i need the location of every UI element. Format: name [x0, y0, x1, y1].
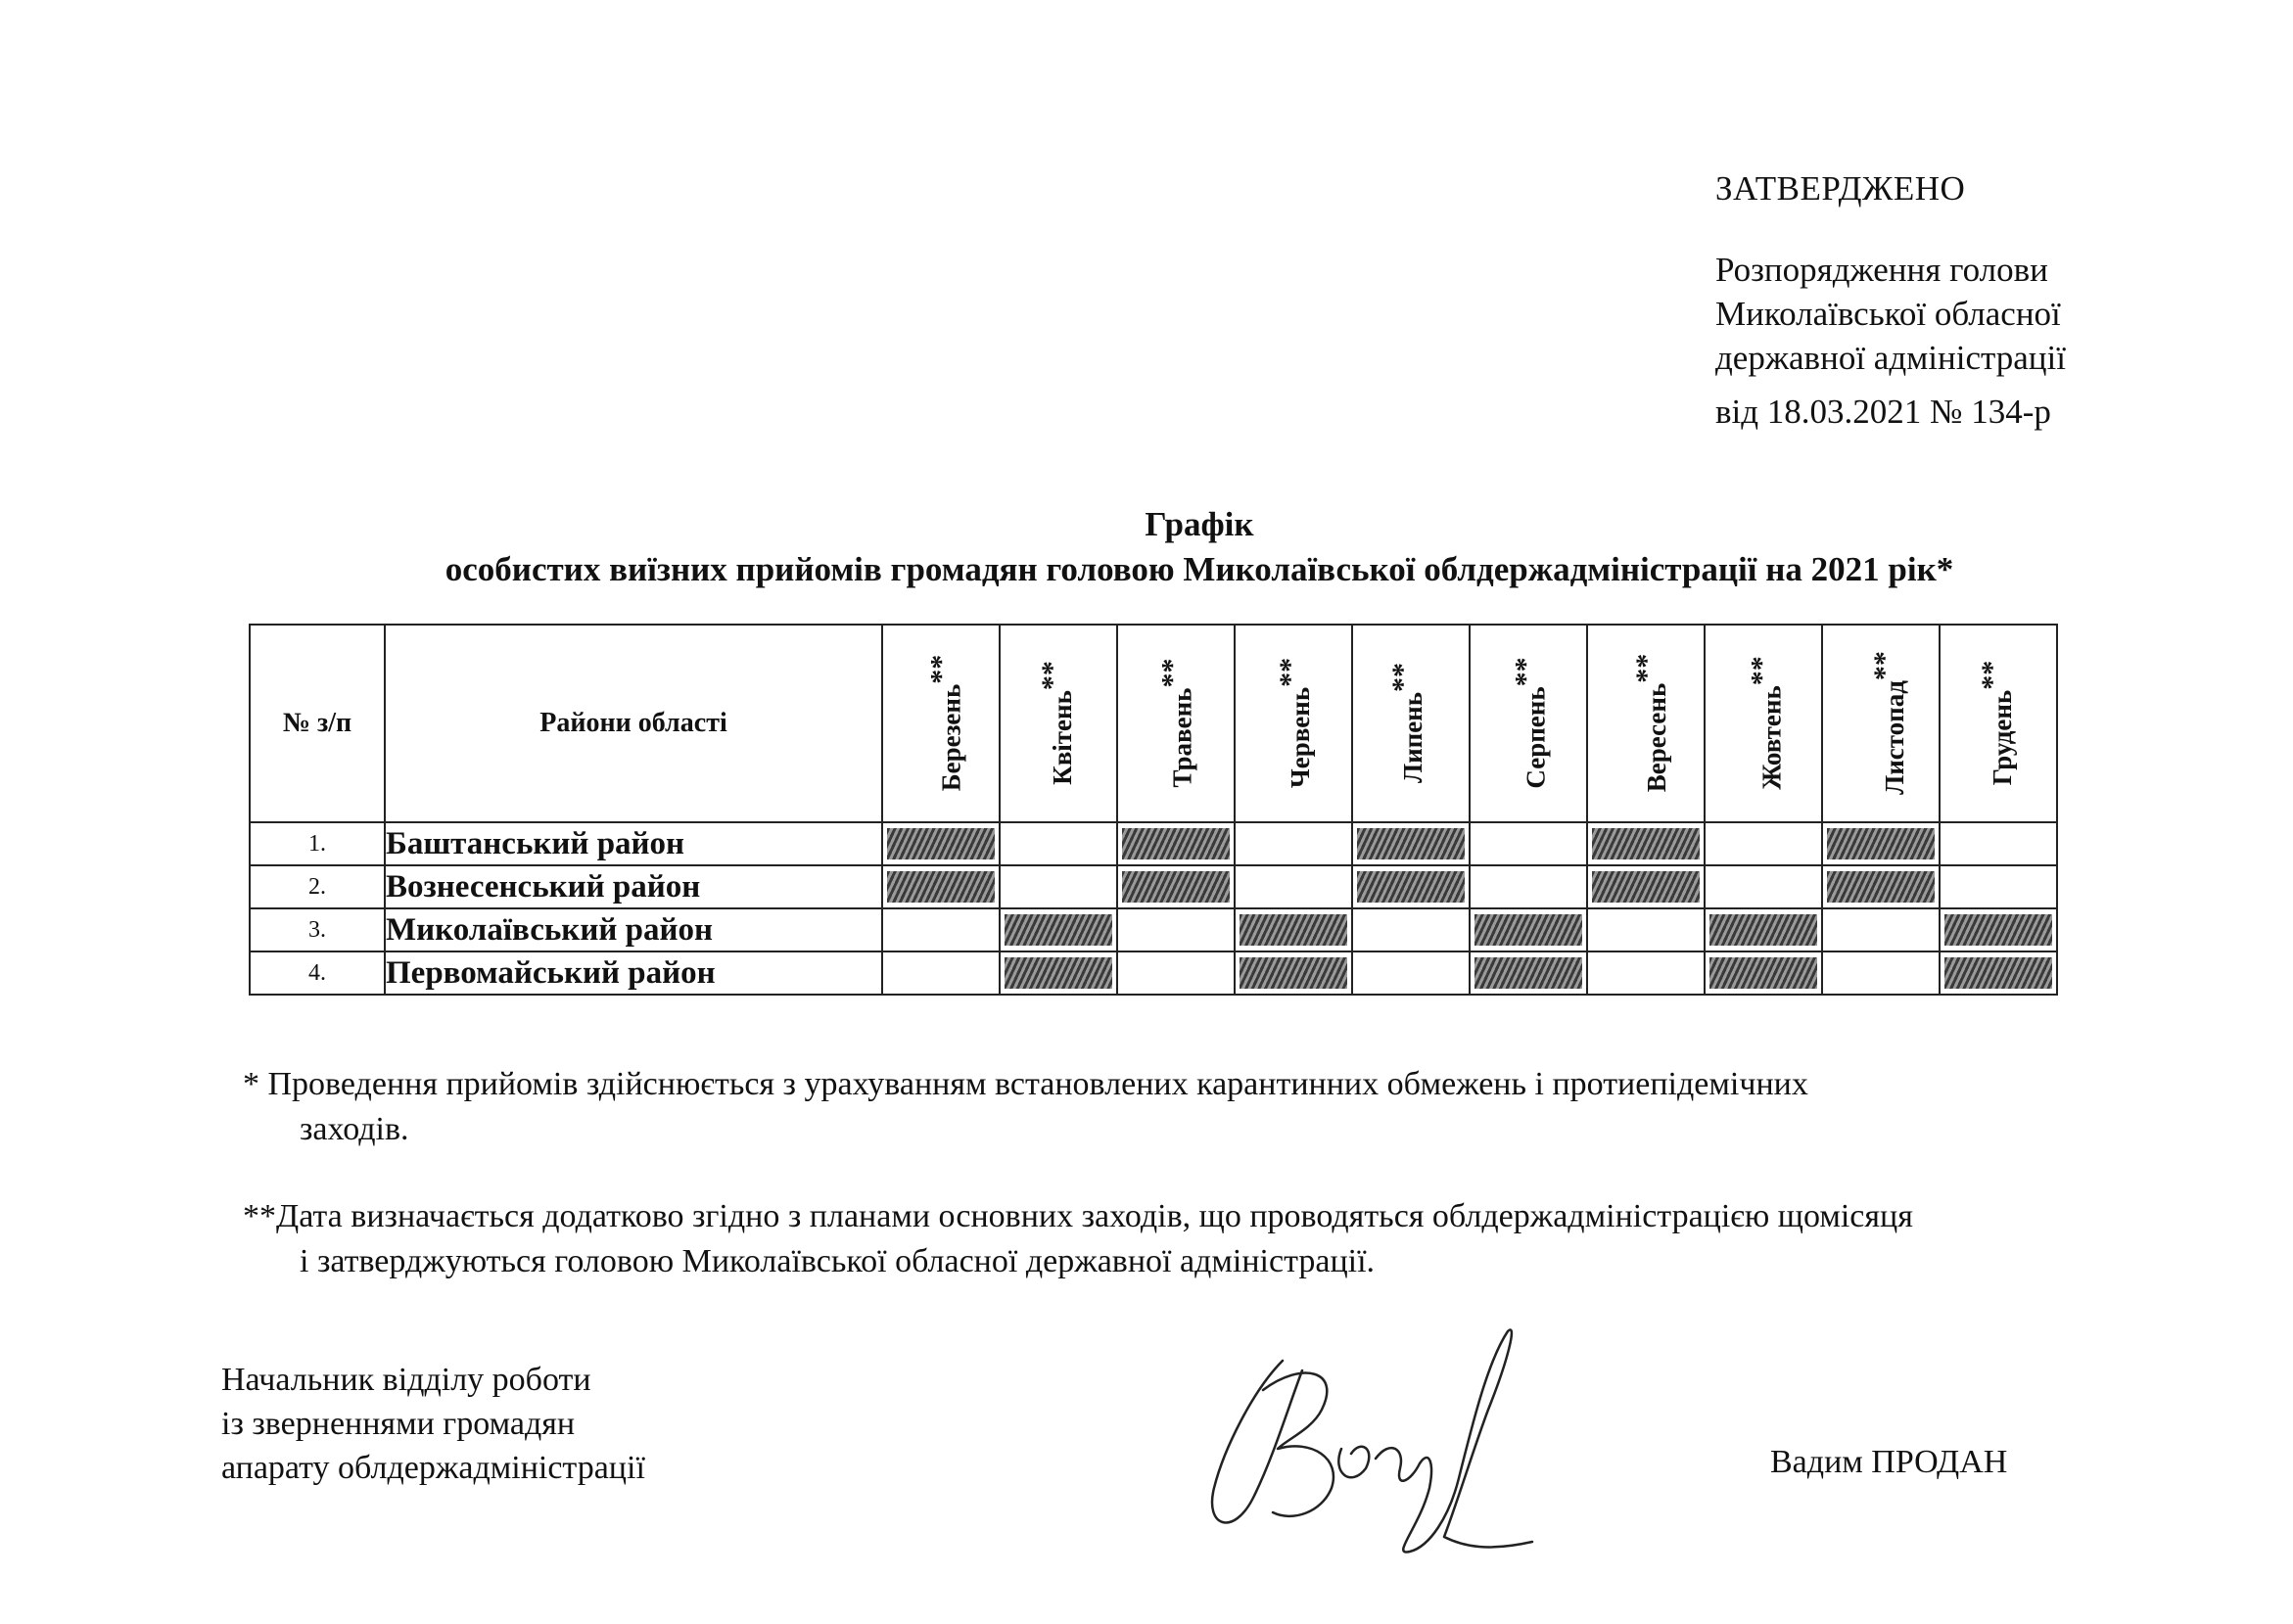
empty-month-cell: [1940, 865, 2057, 908]
row-number: 3.: [250, 908, 385, 951]
empty-month-cell: [1587, 951, 1705, 995]
footnote-2-line-1: **Дата визначається додатково згідно з планами основних заходів, що проводяться облдержадміністрацією щомісяця: [243, 1198, 1913, 1234]
row-number: 4.: [250, 951, 385, 995]
scheduled-month-cell: [1117, 865, 1235, 908]
scheduled-month-cell: [1470, 951, 1587, 995]
scheduled-month-cell: [1352, 822, 1470, 865]
table-row: [250, 865, 2057, 908]
approval-line-3: державної адміністрації: [1715, 339, 2066, 377]
empty-month-cell: [1352, 951, 1470, 995]
handwritten-signature: [1194, 1302, 1547, 1576]
header-month: Вересень**: [1587, 625, 1705, 822]
empty-month-cell: [1705, 865, 1822, 908]
scheduled-month-cell: [1705, 951, 1822, 995]
header-month: Травень**: [1117, 625, 1235, 822]
footnote-1: [243, 1062, 2176, 1152]
position-line-1: Начальник відділу роботи: [221, 1362, 591, 1398]
approval-block: [1715, 166, 2066, 434]
empty-month-cell: [1470, 865, 1587, 908]
empty-month-cell: [1352, 908, 1470, 951]
scheduled-month-cell: [1940, 908, 2057, 951]
scheduled-month-cell: [1587, 865, 1705, 908]
footnote-2: [243, 1194, 2176, 1284]
header-district: Райони області: [385, 625, 882, 822]
approval-line-2: Миколаївської обласної: [1715, 295, 2061, 333]
empty-month-cell: [1705, 822, 1822, 865]
row-district: Баштанський район: [385, 822, 882, 865]
row-district: Первомайський район: [385, 951, 882, 995]
scheduled-month-cell: [1822, 822, 1940, 865]
scheduled-month-cell: [1235, 951, 1352, 995]
document-title: [235, 502, 2164, 592]
header-month: Квітень**: [1000, 625, 1117, 822]
header-month: Серпень**: [1470, 625, 1587, 822]
row-district: Вознесенський район: [385, 865, 882, 908]
scheduled-month-cell: [1000, 908, 1117, 951]
approval-line-1: Розпорядження голови: [1715, 251, 2048, 289]
position-line-2: із зверненнями громадян: [221, 1406, 576, 1442]
row-number: 1.: [250, 822, 385, 865]
title-line-2: особистих виїзних прийомів громадян головою Миколаївської облдержадміністрації на 2021 рік*: [445, 550, 1954, 588]
header-month: Грудень**: [1940, 625, 2057, 822]
scheduled-month-cell: [1117, 822, 1235, 865]
empty-month-cell: [1235, 822, 1352, 865]
schedule-table: [249, 624, 2058, 996]
empty-month-cell: [1587, 908, 1705, 951]
empty-month-cell: [1000, 865, 1117, 908]
scheduled-month-cell: [882, 865, 1000, 908]
scheduled-month-cell: [1235, 908, 1352, 951]
row-district: Миколаївський район: [385, 908, 882, 951]
signatory-name: Вадим ПРОДАН: [1770, 1444, 2008, 1480]
empty-month-cell: [882, 908, 1000, 951]
row-number: 2.: [250, 865, 385, 908]
header-row: [250, 625, 2057, 822]
table-row: [250, 951, 2057, 995]
scheduled-month-cell: [1587, 822, 1705, 865]
empty-month-cell: [1470, 822, 1587, 865]
scheduled-month-cell: [882, 822, 1000, 865]
empty-month-cell: [1940, 822, 2057, 865]
scheduled-month-cell: [1705, 908, 1822, 951]
table-row: [250, 908, 2057, 951]
approval-date: від 18.03.2021 № 134-р: [1715, 393, 2051, 431]
empty-month-cell: [1235, 865, 1352, 908]
signatory-position: [221, 1358, 645, 1490]
header-number: № з/п: [250, 625, 385, 822]
footnote-1-line-2: заходів.: [300, 1111, 409, 1147]
empty-month-cell: [1822, 908, 1940, 951]
scheduled-month-cell: [1940, 951, 2057, 995]
scheduled-month-cell: [1352, 865, 1470, 908]
scheduled-month-cell: [1822, 865, 1940, 908]
empty-month-cell: [882, 951, 1000, 995]
scheduled-month-cell: [1470, 908, 1587, 951]
position-line-3: апарату облдержадміністрації: [221, 1450, 645, 1486]
footnote-1-line-1: * Проведення прийомів здійснюється з урахуванням встановлених карантинних обмежень і протиепідемічних: [243, 1066, 1808, 1102]
scheduled-month-cell: [1000, 951, 1117, 995]
table-body: [250, 822, 2057, 995]
empty-month-cell: [1000, 822, 1117, 865]
empty-month-cell: [1117, 908, 1235, 951]
header-month: Липень**: [1352, 625, 1470, 822]
header-month: Жовтень**: [1705, 625, 1822, 822]
header-month: Червень**: [1235, 625, 1352, 822]
footnote-2-line-2: і затверджуються головою Миколаївської обласної державної адміністрації.: [300, 1243, 1376, 1279]
approval-heading: ЗАТВЕРДЖЕНО: [1715, 169, 1966, 208]
header-month: Листопад**: [1822, 625, 1940, 822]
header-month: Березень**: [882, 625, 1000, 822]
table-row: [250, 822, 2057, 865]
empty-month-cell: [1822, 951, 1940, 995]
empty-month-cell: [1117, 951, 1235, 995]
title-line-1: Графік: [1145, 505, 1254, 543]
